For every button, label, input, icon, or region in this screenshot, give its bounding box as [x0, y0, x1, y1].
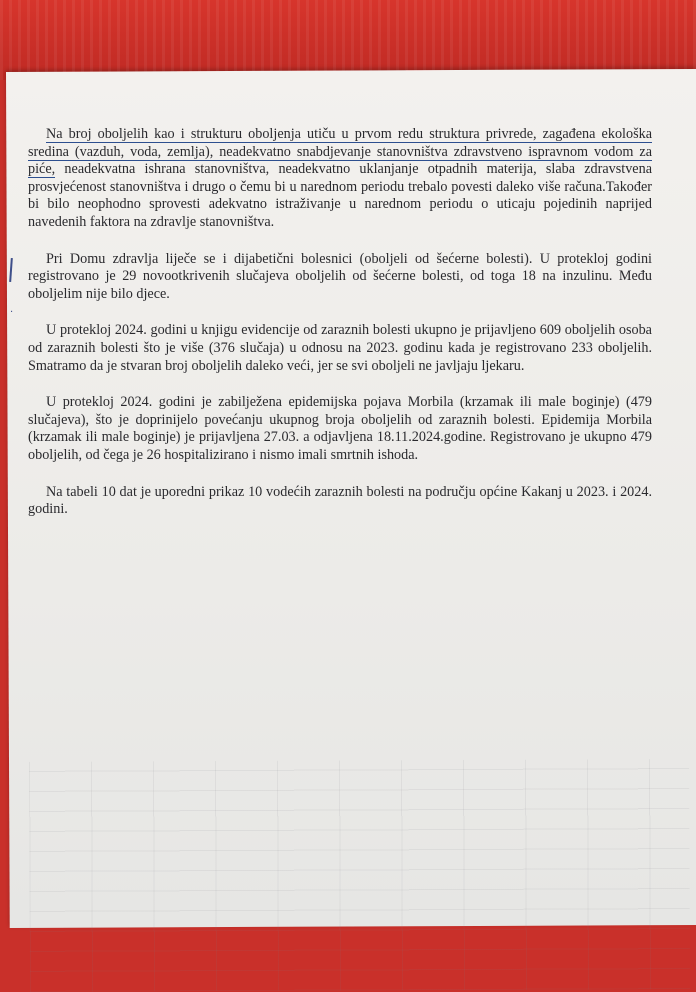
paragraph-health-factors: [28, 126, 652, 232]
margin-dot-mark-icon: ·: [10, 307, 14, 318]
underlined-passage: Na broj oboljelih kao i strukturu oboljenja utiču u prvom redu struktura privrede, zagađena ekološka sredina (vazduh, voda, zemlja), neadekvatno snabdjevanje stanovništva zdravstveno ispravnom vodom za piće,: [28, 126, 652, 178]
paragraph-table-reference: Na tabeli 10 dat je uporedni prikaz 10 vodećih zaraznih bolesti na području općine Kakanj u 2023. i 2024. godini.: [28, 483, 652, 518]
document-body: [28, 126, 652, 538]
paragraph-diabetes: Pri Domu zdravlja liječe se i dijabetični bolesnici (oboljeli od šećerne bolesti). U protekloj godini registrovano je 29 novootkrivenih slučajeva oboljelih od šećerne bolesti, od toga 18 na inzulinu. Među oboljelim nije bilo djece.: [28, 250, 652, 302]
red-tablecloth-background: [0, 0, 696, 80]
paragraph-text: neadekvatna ishrana stanovništva, neadekvatno uklanjanje otpadnih materija, slaba zdravstvena prosvjećenost stanovništva i drugo o čemu bi u narednom periodu trebalo povesti daleko više računa.Također bi bilo neophodno sprovesti adekvatno istraživanje u narednom periodu o uticaju pojedinih naprijed navedenih faktora na zdravlje stanovništva.: [28, 161, 652, 230]
show-through-table-grid: [29, 759, 690, 992]
paragraph-measles-epidemic: U protekloj 2024. godini je zabilježena epidemijska pojava Morbila (krzamak ili male boginje) (479 slučajeva), što je doprinijelo povećanju ukupnog broja oboljelih od zaraznih bolesti. Epidemija Morbila (krzamak ili male boginje) je prijavljena 27.03. a odjavljena 18.11.2024.godine. Registrovano je ukupno 479 oboljelih, od čega je 26 hospitalizirano i nismo imali smrtnih ishoda.: [28, 394, 652, 463]
paragraph-infectious-diseases: U protekloj 2024. godini u knjigu evidencije od zaraznih bolesti ukupno je prijavljeno 609 oboljelih osoba od zaraznih bolesti što je više (376 slučaja) u odnosu na 2023. godinu kada je registrovano 233 oboljelih. Smatramo da je stvaran broj oboljelih daleko veći, jer se svi oboljeli ne javljaju ljekaru.: [28, 322, 652, 374]
